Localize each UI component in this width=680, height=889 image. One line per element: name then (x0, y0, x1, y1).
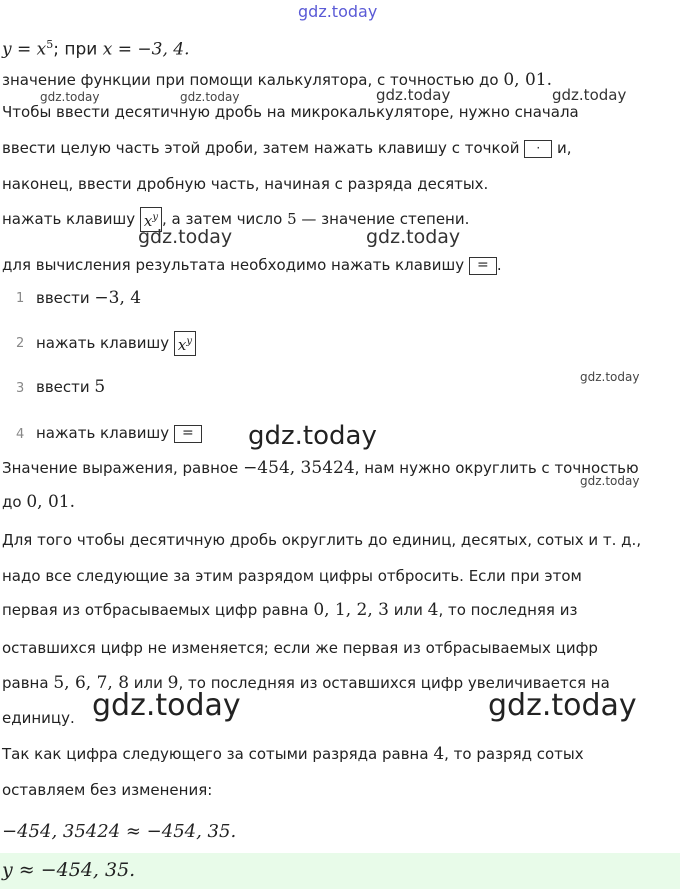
math-span: 5, 6, 7, 8 (53, 673, 130, 693)
text-span: , то разряд сотых (444, 745, 584, 763)
watermark: gdz.today (580, 370, 640, 384)
key-base: x (177, 336, 187, 354)
math-span: 5 (287, 210, 297, 228)
task-expression: y = x (2, 39, 47, 60)
text-span: Так как цифра следующего за сотыми разряда равна (2, 745, 434, 763)
math-span: 0, 1, 2, 3 (313, 600, 389, 620)
step-item (36, 424, 202, 443)
text-line (2, 70, 552, 90)
task-condition: x = −3, 4. (102, 39, 190, 60)
watermark: gdz.today (366, 226, 461, 248)
step-item (36, 377, 105, 397)
watermark: gdz.today (92, 688, 241, 723)
math-line (2, 822, 236, 842)
text-line: наконец, ввести дробную часть, начиная с разряда десятых. (2, 175, 489, 193)
key-exponent: y (152, 212, 158, 223)
text-span: . (496, 256, 502, 274)
math-span: −454, 35424 (243, 458, 355, 478)
text-span: или (389, 601, 428, 619)
text-line: единицу. (2, 709, 75, 727)
watermark: gdz.today (138, 226, 233, 248)
text-line: оставшихся цифр не изменяется; если же первая из отбрасываемых цифр (2, 639, 598, 657)
step-number: 4 (16, 427, 25, 442)
text-line (2, 492, 75, 512)
step-number: 3 (16, 381, 25, 396)
text-span: до (2, 493, 27, 511)
math-span: 9 (167, 673, 179, 693)
math-span: 4 (433, 744, 445, 764)
text-span: значение функции при помощи калькулятора, с точностью до (2, 71, 504, 89)
text-span: нажать клавишу (2, 210, 140, 228)
text-span: или (129, 674, 168, 692)
text-span: , а затем число (161, 210, 288, 228)
step-number: 1 (16, 291, 25, 306)
text-span: первая из отбрасываемых цифр равна (2, 601, 314, 619)
watermark: gdz.today (552, 86, 627, 104)
task-exponent: 5 (46, 38, 54, 51)
watermark: gdz.today (376, 86, 451, 104)
step-text: ввести (36, 289, 95, 307)
header-watermark: gdz.today (298, 2, 378, 21)
text-line (2, 744, 584, 764)
text-line (2, 138, 572, 158)
dot-key: · (524, 140, 552, 158)
step-text: ввести (36, 378, 95, 396)
answer-text: y ≈ −454, 35. (2, 859, 136, 881)
watermark: gdz.today (180, 90, 240, 104)
watermark: gdz.today (248, 421, 377, 451)
step-math: −3, 4 (94, 288, 142, 308)
equals-key: = (469, 257, 497, 275)
text-span: , то последняя из (438, 601, 578, 619)
text-span: Значение выражения, равное (2, 459, 244, 477)
watermark: gdz.today (580, 474, 640, 488)
text-span: ввести целую часть этой дроби, затем нажать клавишу с точкой (2, 139, 525, 157)
text-span: , нам нужно округлить с точностью (354, 459, 639, 477)
watermark: gdz.today (40, 90, 100, 104)
answer-box (0, 853, 680, 889)
task-separator: ; при (53, 39, 103, 60)
text-line: Чтобы ввести десятичную дробь на микрокалькуляторе, нужно сначала (2, 103, 579, 121)
math-span: −454, 35424 ≈ −454, 35. (2, 821, 237, 842)
math-span: 0, 01. (26, 492, 75, 512)
step-text: нажать клавишу (36, 424, 174, 442)
step-math: 5 (94, 377, 106, 397)
watermark: gdz.today (488, 688, 637, 723)
key-base: x (143, 212, 153, 230)
step-number: 2 (16, 336, 25, 351)
text-line: надо все следующие за этим разрядом цифры отбросить. Если при этом (2, 567, 582, 585)
text-span: — значение степени. (296, 210, 470, 228)
text-span: для вычисления результата необходимо нажать клавишу (2, 256, 469, 274)
task-line (2, 35, 189, 60)
text-span: , то последняя из оставшихся цифр увеличивается на (178, 674, 610, 692)
text-line: оставляем без изменения: (2, 781, 213, 799)
text-line (2, 600, 577, 620)
key-exponent: y (186, 336, 192, 347)
math-span: 4 (427, 600, 439, 620)
equals-key: = (174, 425, 202, 443)
step-item (36, 331, 196, 356)
text-line: Для того чтобы десятичную дробь округлить до единиц, десятых, сотых и т. д., (2, 531, 642, 549)
text-span: равна (2, 674, 54, 692)
math-span: 0, 01. (503, 70, 553, 90)
power-key (174, 331, 196, 356)
text-line (2, 255, 502, 275)
text-span: и, (552, 139, 572, 157)
step-item (36, 288, 141, 308)
step-text: нажать клавишу (36, 334, 174, 352)
text-line (2, 458, 639, 478)
